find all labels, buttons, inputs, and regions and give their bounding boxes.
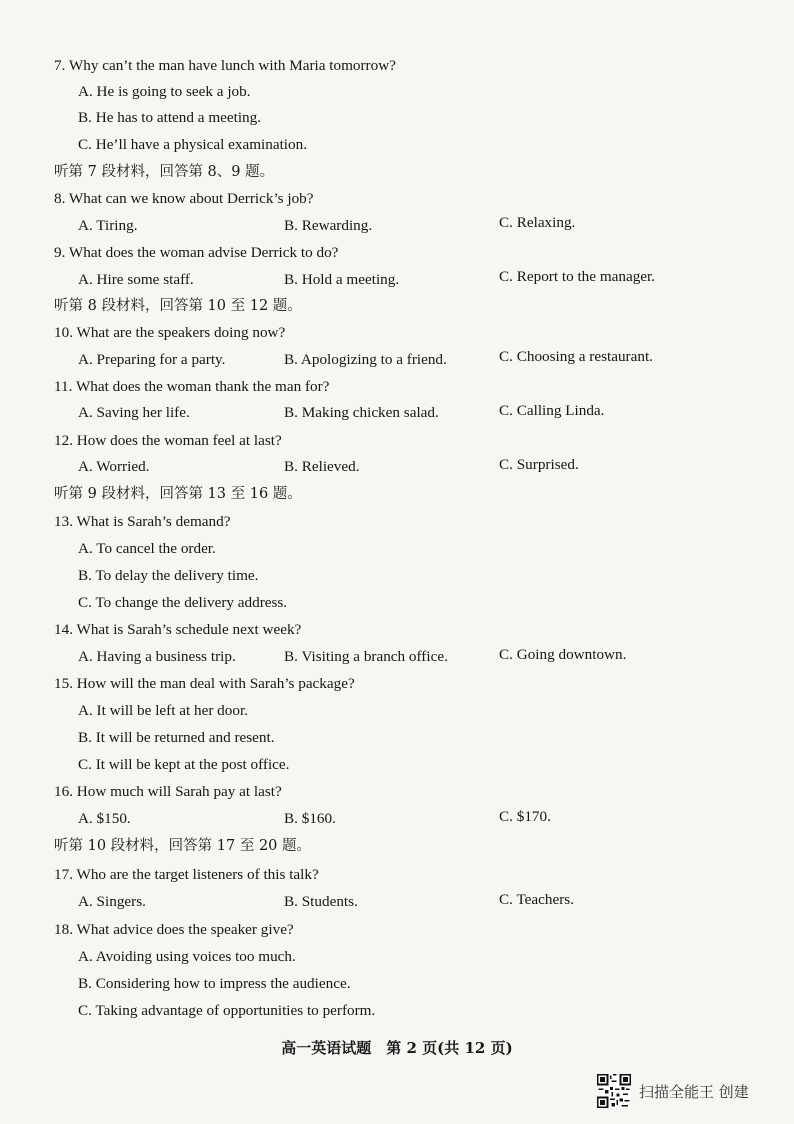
- q16-option-b: B. $160.: [284, 810, 336, 827]
- q7-option-b: B. He has to attend a meeting.: [78, 109, 262, 126]
- q8-option-b: B. Rewarding.: [284, 217, 373, 234]
- q17-option-b: B. Students.: [284, 893, 358, 910]
- question-10: 10. What are the speakers doing now?: [54, 324, 286, 341]
- scanner-watermark: [597, 1074, 749, 1108]
- q11-option-b: B. Making chicken salad.: [284, 404, 439, 421]
- q12-option-c: C. Surprised.: [499, 456, 579, 473]
- section-heading-9: 听第 9 段材料，回答第 13 至 16 题。: [54, 486, 302, 502]
- question-13: 13. What is Sarah’s demand?: [54, 513, 231, 530]
- q15-option-b: B. It will be returned and resent.: [78, 729, 275, 746]
- q13-option-c: C. To change the delivery address.: [78, 594, 288, 611]
- q18-option-c: C. Taking advantage of opportunities to perform.: [78, 1002, 376, 1019]
- section-heading-10: 听第 10 段材料，回答第 17 至 20 题。: [54, 838, 312, 854]
- page-footer: 高一英语试题 第 2 页(共 12 页): [281, 1039, 513, 1057]
- q14-option-b: B. Visiting a branch office.: [284, 648, 448, 665]
- q16-option-c: C. $170.: [499, 808, 551, 825]
- q10-option-b: B. Apologizing to a friend.: [284, 351, 447, 368]
- q14-option-c: C. Going downtown.: [499, 646, 627, 663]
- question-11: 11. What does the woman thank the man for?: [54, 378, 330, 395]
- q17-option-c: C. Teachers.: [499, 891, 574, 908]
- section-heading-8: 听第 8 段材料，回答第 10 至 12 题。: [54, 298, 302, 314]
- question-17: 17. Who are the target listeners of this talk?: [54, 866, 319, 883]
- q13-option-b: B. To delay the delivery time.: [78, 567, 259, 584]
- q9-option-b: B. Hold a meeting.: [284, 271, 400, 288]
- q16-option-a: A. $150.: [78, 810, 131, 827]
- qr-code-icon: [597, 1074, 631, 1108]
- q18-option-a: A. Avoiding using voices too much.: [78, 948, 296, 965]
- q14-option-a: A. Having a business trip.: [78, 648, 236, 665]
- section-heading-7: 听第 7 段材料，回答第 8、9 题。: [54, 164, 275, 180]
- question-7: 7. Why can’t the man have lunch with Maria tomorrow?: [54, 57, 396, 74]
- question-9: 9. What does the woman advise Derrick to do?: [54, 244, 339, 261]
- q15-option-c: C. It will be kept at the post office.: [78, 756, 290, 773]
- q12-option-a: A. Worried.: [78, 458, 150, 475]
- q9-option-a: A. Hire some staff.: [78, 271, 194, 288]
- q13-option-a: A. To cancel the order.: [78, 540, 216, 557]
- question-12: 12. How does the woman feel at last?: [54, 432, 282, 449]
- question-18: 18. What advice does the speaker give?: [54, 921, 294, 938]
- q8-option-a: A. Tiring.: [78, 217, 138, 234]
- q10-option-c: C. Choosing a restaurant.: [499, 348, 653, 365]
- q17-option-a: A. Singers.: [78, 893, 146, 910]
- q15-option-a: A. It will be left at her door.: [78, 702, 248, 719]
- question-16: 16. How much will Sarah pay at last?: [54, 783, 282, 800]
- q7-option-a: A. He is going to seek a job.: [78, 83, 251, 100]
- q8-option-c: C. Relaxing.: [499, 214, 576, 231]
- watermark-text: 扫描全能王 创建: [639, 1082, 749, 1101]
- question-8: 8. What can we know about Derrick’s job?: [54, 190, 314, 207]
- q18-option-b: B. Considering how to impress the audience.: [78, 975, 351, 992]
- q10-option-a: A. Preparing for a party.: [78, 351, 226, 368]
- q9-option-c: C. Report to the manager.: [499, 268, 656, 285]
- question-14: 14. What is Sarah’s schedule next week?: [54, 621, 302, 638]
- q11-option-c: C. Calling Linda.: [499, 402, 605, 419]
- q11-option-a: A. Saving her life.: [78, 404, 190, 421]
- q7-option-c: C. He’ll have a physical examination.: [78, 136, 308, 153]
- question-15: 15. How will the man deal with Sarah’s package?: [54, 675, 355, 692]
- q12-option-b: B. Relieved.: [284, 458, 360, 475]
